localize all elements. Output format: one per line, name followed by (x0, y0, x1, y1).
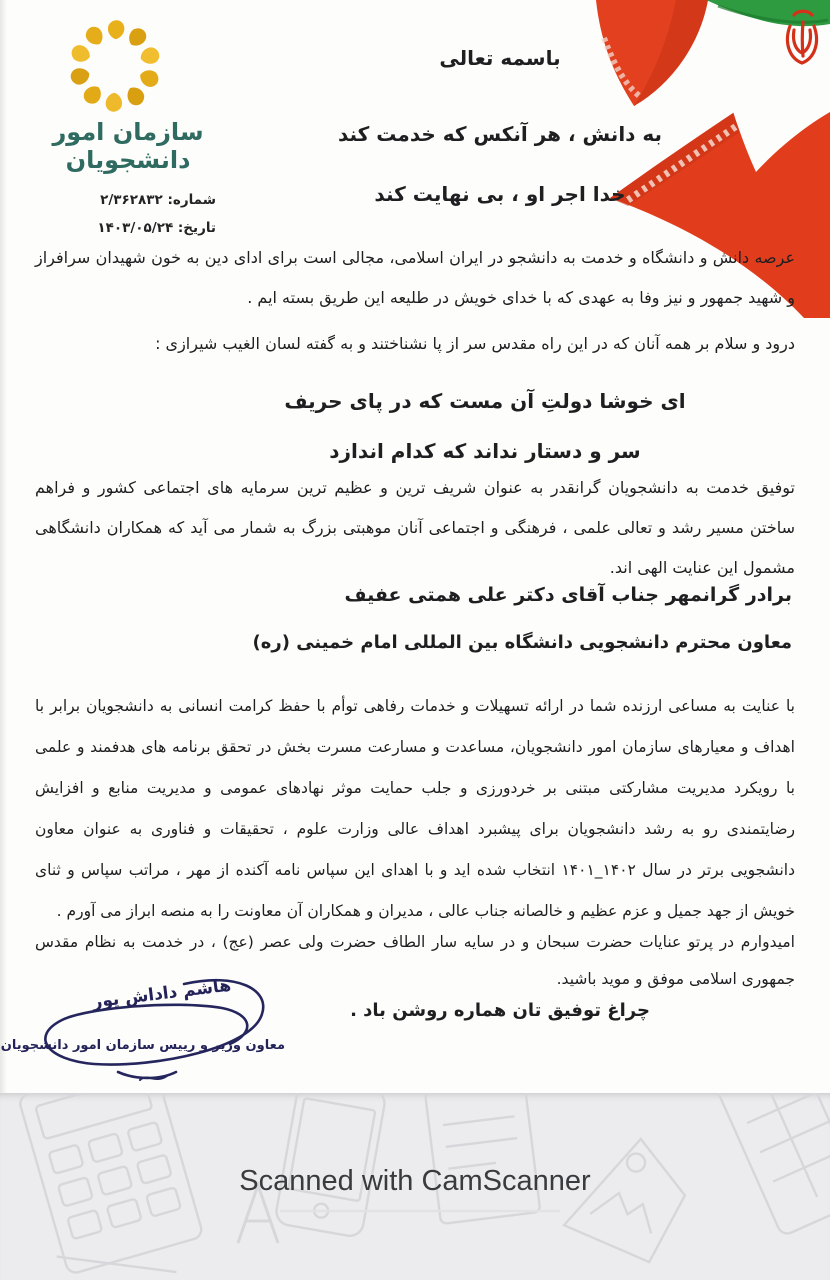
signer-title: معاون وزیر و رییس سازمان امور دانشجویان (0, 1038, 285, 1053)
document-doodle-icon (425, 1093, 540, 1224)
ref-date-label: تاریخ: (177, 220, 216, 236)
org-name (24, 118, 232, 174)
ref-date-value: ۱۴۰۳/۰۵/۲۴ (97, 220, 174, 236)
main-body-paragraph: با عنایت به مساعی ارزنده شما در ارائه تسهیلات و خدمات رفاهی توأم با حفظ کرامت انسانی به دانشجویان برابر با اهداف و معیارهای سازمان امور دانشجویان، مساعدت و مسارعت مسرت بخش در تحقق برنامه های هدفمند و علمی با رویکرد مدیریت مشارکتی مبتنی بر خردورزی و جلب حمایت موثر نهادهای عمومی و مدیریت منابع و افزایش رضایتمندی رو به رشد دانشجویان برای پیشبرد اهداف عالی وزارت علوم ، تحقیقات و فناوری به عنوان معاون دانشجویی برتر در سال ۱۴۰۲_۱۴۰۱ انتخاب شده اید و با اهدای این سپاس نامه آکنده از مهر ، مراتب سپاس و ثنای خویش از جهد جمیل و عزم عظیم و خالصانه جناب عالی ، مدیران و همکاران آن معاونت را به منصه ابراز می آورم . (35, 697, 795, 920)
opening-poem (330, 104, 670, 224)
ref-number-value: ۲/۳۶۲۸۳۲ (100, 192, 163, 208)
org-name-line2: دانشجویان (65, 146, 191, 174)
camscanner-credit-text: Scanned with CamScanner (239, 1165, 591, 1197)
closing-paragraph: امیدوارم در پرتو عنایات حضرت سبحان و در سایه سار الطاف حضرت ولی عصر (عج) ، در خدمت به نظام مقدس جمهوری اسلامی موفق و موید باشید. (35, 933, 795, 988)
paragraph-1: عرصه دانش و دانشگاه و خدمت به دانشجو در ایران اسلامی، مجالی است برای ادای دین به خون شهیدان سرافراز و شهید جمهور و نیز وفا به عهدی که با خدای خویش در طلیعه این طریق بسته ایم . (35, 248, 795, 307)
org-logo-sunburst-icon (63, 14, 167, 118)
letter-meta (38, 186, 216, 242)
camscanner-footer (0, 1093, 830, 1280)
hafez-poem (270, 376, 700, 476)
opening-poem-line1: به دانش ، هر آنکس که خدمت کند (337, 122, 663, 146)
hafez-poem-line2: سر و دستار نداند که کدام اندازد (329, 439, 641, 463)
scan-edge-shadow (0, 0, 7, 1093)
addressee-block (192, 584, 792, 653)
hafez-poem-line1: ای خوشا دولتِ آن مست که در پای حریف (284, 389, 686, 413)
opening-poem-line2: خدا اجر او ، بی نهایت کند (374, 182, 626, 206)
paragraph-3: توفیق خدمت به دانشجویان گرانقدر به عنوان شریف ترین و عظیم ترین سرمایه های اجتماعی کشور و فراهم ساختن مسیر رشد و تعالی علمی ، فرهنگی و اجتماعی آنان موهبتی بزرگ به شمار می آید که همکاران دانشگاهی مشمول این عنایت الهی اند. (35, 478, 795, 577)
addressee-title: معاون محترم دانشجویی دانشگاه بین المللی امام خمینی (ره) (252, 632, 792, 653)
ref-number-line (38, 186, 216, 214)
ref-number-label: شماره: (167, 192, 216, 208)
benediction-line: چراغ توفیق تان هماره روشن باد . (350, 1000, 650, 1021)
org-name-line1: سازمان امور (52, 118, 204, 146)
besmele-heading: باسمه تعالی (439, 46, 561, 70)
signer-name: هاشم داداش پور (91, 975, 233, 1013)
paragraph-2: درود و سلام بر همه آنان که در این راه مقدس سر از پا نشناختند و به گفته لسان الغیب شیرازی : (155, 334, 795, 353)
addressee-name: برادر گرانمهر جناب آقای دکتر علی همتی عفیف (344, 584, 792, 606)
signature-block (0, 975, 292, 1092)
